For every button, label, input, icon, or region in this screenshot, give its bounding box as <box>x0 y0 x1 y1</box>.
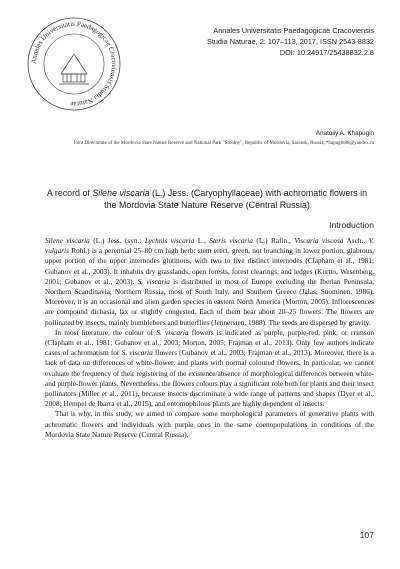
paragraph-text: flowers is indicated as purple, purple-red, pink, or crimson (Clapham et al., 1981; Gubanov et al., 2003; Morton, 2005; Frajman et al., 2013). Only few authors indicate cases of achromatism for <box>45 327 374 358</box>
article-title <box>40 187 374 211</box>
italic-species-name: Silene viscaria <box>45 236 90 245</box>
title-part-2: (L.) Jess. (Caryophyllaceae) with achromatic flowers in the Mordovia State Nature Reserve (Central Russia) <box>104 188 368 210</box>
paragraph-text: (L.) Rafin., <box>252 236 295 245</box>
italic-species-name: S. viscaria <box>121 348 153 358</box>
body-paragraph <box>45 328 374 410</box>
paragraph-text: That is why, in this study, we aimed to compare some morphological parameters of generative plants with achromatic flowers and individuals with purple ones in the same coenopopulations in conditions of the Mordovia State Nature Reserve (Central Russia). <box>45 409 374 439</box>
page-number: 107 <box>359 530 374 540</box>
italic-species-name: V. vulgaris <box>45 236 374 256</box>
italic-species-name: Lychnis viscaria <box>144 236 195 245</box>
paragraph-text: Asch., <box>343 236 369 245</box>
italic-species-name: Steris viscaria <box>209 236 253 245</box>
italic-species-name: S. viscaria <box>137 276 170 286</box>
title-part-1: A record of <box>46 188 93 198</box>
title-species: Silene viscaria <box>92 188 150 198</box>
italic-species-name: Viscaria viscosa <box>294 236 344 245</box>
paragraph-text: In most literature, the colour of <box>55 327 157 337</box>
article-body <box>45 236 374 440</box>
paragraph-text: is distributed in most of Europe excluding the Iberian Peninsula, Northern Scandinavia, Northern Russia, most of South Italy, and Southern Greece (Jalas, Suominen, 1986). Moreover, it is an occasional and alien garden species in eastern North America (Morton, 2005). Inflorescences are compound dichasia, lax or slightly congested. Each of them bear about 20–25 flowers. The flowers are pollinated by insects, mainly bumblebees and butterflies (Jennersten, 1988). The seeds are dispersed by gravity. <box>45 276 374 327</box>
svg-text:Annales Universitatis Paedagog: Annales Universitatis Paedagogicae Cracoviensis Studia Naturae <box>29 19 119 109</box>
journal-volume: Studia Naturae, 2: 107–113, 2017, ISSN 2543-8832 <box>206 37 374 46</box>
paragraph-text: (L.) Jess. (syn.: <box>89 236 145 245</box>
paragraph-text: flowers (Gubanov et al., 2003; Frajman et al., 2013). Moreover, there is a lack of data on differences of white-flower, and plants with normal coloured flowers. In particular, we cannot evaluate the frequency of their registering of the existence/absence of morphological differences between white- and purple-flower plants. Nevertheless, the flowers colours play a significant role both for plants and their insect pollinators (Miller et al., 2011), because insects discriminate a wide range of patterns and shapes (Dyer et al., 2008; Hempel de Ibarra et al., 2015), and entomophilous plants are highly dependent of insects. <box>45 348 374 409</box>
university-seal-logo <box>24 14 124 114</box>
paragraph-text: Rohl.) is a perennial 25–80 cm high herb: stem erect, green, not branching in lower portion, glabrous, upper portion of the upper internodes glutinous, with two to five distinct internodes (Clapham et al., 1981; Gubanov et al., 2003). It inhabits dry grasslands, open forests, forest clearings, and ledges (Kurtto, Wesenberg, 2001; Gubanov et al., 2003). <box>45 246 374 286</box>
journal-header <box>114 25 374 58</box>
author-affiliation: Joint Directorate of the Mordovia State Nature Reserve and National Park "Smolny", Republic of Mordovia, Saransk, Russia, *hapugin88@yandex.ru <box>73 141 374 146</box>
body-paragraph <box>45 236 374 328</box>
author-name: Anatoliy A. Khapugin <box>315 130 374 137</box>
section-heading: Introduction <box>329 220 374 230</box>
body-paragraph <box>45 409 374 440</box>
journal-doi: DOI: 10.24917/25438832.2.8 <box>279 48 374 57</box>
paragraph-text: L., <box>194 236 210 245</box>
journal-name: Annales Universitatis Paedagogicae Cracoviensis <box>213 26 374 35</box>
italic-species-name: S. viscaria <box>156 327 189 337</box>
